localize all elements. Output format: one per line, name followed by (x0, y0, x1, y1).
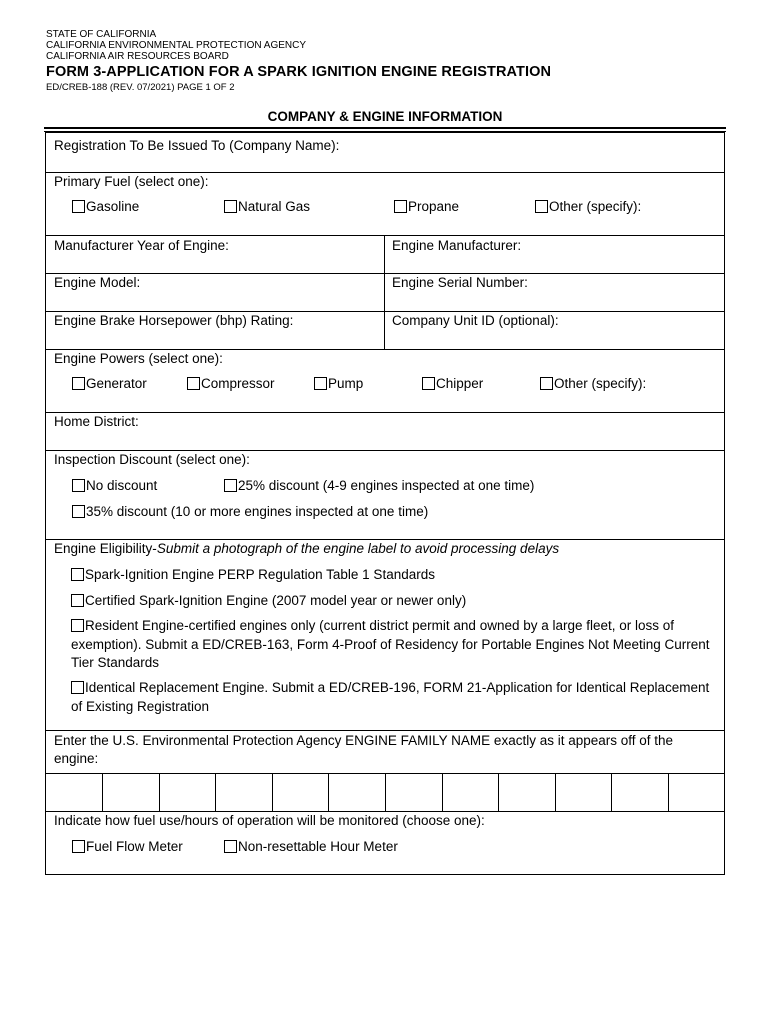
checkbox[interactable] (72, 479, 85, 492)
home-district-row[interactable] (45, 413, 725, 451)
column-divider (384, 236, 385, 273)
engine-powers-label: Engine Powers (select one): (54, 351, 223, 366)
engine-manufacturer-label: Engine Manufacturer: (392, 238, 522, 253)
bhp-rating-label: Engine Brake Horsepower (bhp) Rating: (54, 313, 294, 328)
discount-option-none[interactable]: No discount (72, 477, 157, 495)
box-divider (555, 774, 556, 811)
company-unit-id-label: Company Unit ID (optional): (392, 313, 559, 328)
checkbox[interactable] (72, 505, 85, 518)
box-divider (328, 774, 329, 811)
power-option-chipper[interactable]: Chipper (422, 375, 483, 393)
discount-option-25[interactable]: 25% discount (4-9 engines inspected at one time) (224, 477, 534, 495)
section-rule (44, 127, 726, 129)
checkbox[interactable] (71, 681, 84, 694)
checkbox[interactable] (224, 840, 237, 853)
engine-eligibility-row (45, 540, 725, 731)
eligibility-option-resident[interactable]: Resident Engine-certified engines only (current district permit and owned by a large fleet, or loss of exemption). Submit a ED/CREB-163, Form 4-Proof of Residency for Portable Engines Not Meeting Current Tier Standards (71, 618, 710, 670)
checkbox[interactable] (72, 840, 85, 853)
power-option-compressor[interactable]: Compressor (187, 375, 275, 393)
fuel-option-other[interactable]: Other (specify): (535, 198, 641, 216)
power-option-pump[interactable]: Pump (314, 375, 363, 393)
company-name-row[interactable] (45, 132, 725, 173)
company-name-label: Registration To Be Issued To (Company Name): (54, 138, 340, 153)
fuel-option-gasoline[interactable]: Gasoline (72, 198, 139, 216)
fuel-option-natural-gas[interactable]: Natural Gas (224, 198, 310, 216)
agency-name: CALIFORNIA ENVIRONMENTAL PROTECTION AGENCY (46, 40, 307, 51)
box-divider (668, 774, 669, 811)
checkbox[interactable] (535, 200, 548, 213)
family-name-boxes (45, 774, 725, 812)
family-name-row (45, 731, 725, 774)
eligibility-note: Submit a photograph of the engine label to avoid processing delays (156, 541, 560, 556)
checkbox[interactable] (71, 594, 84, 607)
eligibility-option-perp[interactable]: Spark-Ignition Engine PERP Regulation Table 1 Standards (71, 566, 711, 585)
box-divider (385, 774, 386, 811)
form-revision: ED/CREB-188 (REV. 07/2021) PAGE 1 OF 2 (46, 82, 235, 93)
box-divider (611, 774, 612, 811)
monitoring-row (45, 812, 725, 875)
section-title: COMPANY & ENGINE INFORMATION (267, 109, 503, 124)
power-option-generator[interactable]: Generator (72, 375, 147, 393)
column-divider (384, 312, 385, 349)
engine-powers-row (45, 350, 725, 413)
checkbox[interactable] (187, 377, 200, 390)
primary-fuel-row (45, 173, 725, 236)
eligibility-title: Engine Eligibility- (54, 541, 157, 556)
engine-model-label: Engine Model: (54, 275, 141, 290)
board-name: CALIFORNIA AIR RESOURCES BOARD (46, 51, 229, 62)
checkbox[interactable] (224, 479, 237, 492)
checkbox[interactable] (71, 568, 84, 581)
home-district-label: Home District: (54, 414, 139, 429)
eligibility-label (54, 540, 559, 558)
box-divider (498, 774, 499, 811)
bhp-row[interactable] (45, 312, 725, 350)
box-divider (272, 774, 273, 811)
checkbox[interactable] (224, 200, 237, 213)
monitoring-label: Indicate how fuel use/hours of operation will be monitored (choose one): (54, 813, 485, 828)
discount-option-35[interactable]: 35% discount (10 or more engines inspected at one time) (72, 503, 428, 521)
model-row[interactable] (45, 274, 725, 312)
checkbox[interactable] (394, 200, 407, 213)
power-option-other[interactable]: Other (specify): (540, 375, 646, 393)
state-name: STATE OF CALIFORNIA (46, 29, 157, 40)
monitor-option-hour-meter[interactable]: Non-resettable Hour Meter (224, 838, 398, 856)
manufacturer-row[interactable] (45, 236, 725, 274)
inspection-discount-row (45, 451, 725, 540)
box-divider (215, 774, 216, 811)
manufacturer-year-label: Manufacturer Year of Engine: (54, 238, 229, 253)
family-name-label: Enter the U.S. Environmental Protection Agency ENGINE FAMILY NAME exactly as it appears off of the engine: (54, 733, 674, 766)
primary-fuel-label: Primary Fuel (select one): (54, 174, 209, 189)
monitor-option-fuel-flow[interactable]: Fuel Flow Meter (72, 838, 183, 856)
checkbox[interactable] (72, 200, 85, 213)
box-divider (159, 774, 160, 811)
fuel-option-propane[interactable]: Propane (394, 198, 459, 216)
column-divider (384, 274, 385, 311)
checkbox[interactable] (422, 377, 435, 390)
box-divider (102, 774, 103, 811)
checkbox[interactable] (540, 377, 553, 390)
inspection-discount-label: Inspection Discount (select one): (54, 452, 250, 467)
eligibility-option-replacement[interactable]: Identical Replacement Engine. Submit a ED/CREB-196, FORM 21-Application for Identical Replacement of Existing Registration (71, 680, 710, 714)
checkbox[interactable] (72, 377, 85, 390)
checkbox[interactable] (314, 377, 327, 390)
checkbox[interactable] (71, 619, 84, 632)
eligibility-option-certified[interactable]: Certified Spark-Ignition Engine (2007 model year or newer only) (71, 592, 711, 611)
engine-serial-label: Engine Serial Number: (392, 275, 528, 290)
form-title: FORM 3-APPLICATION FOR A SPARK IGNITION ENGINE REGISTRATION (46, 64, 552, 80)
box-divider (442, 774, 443, 811)
